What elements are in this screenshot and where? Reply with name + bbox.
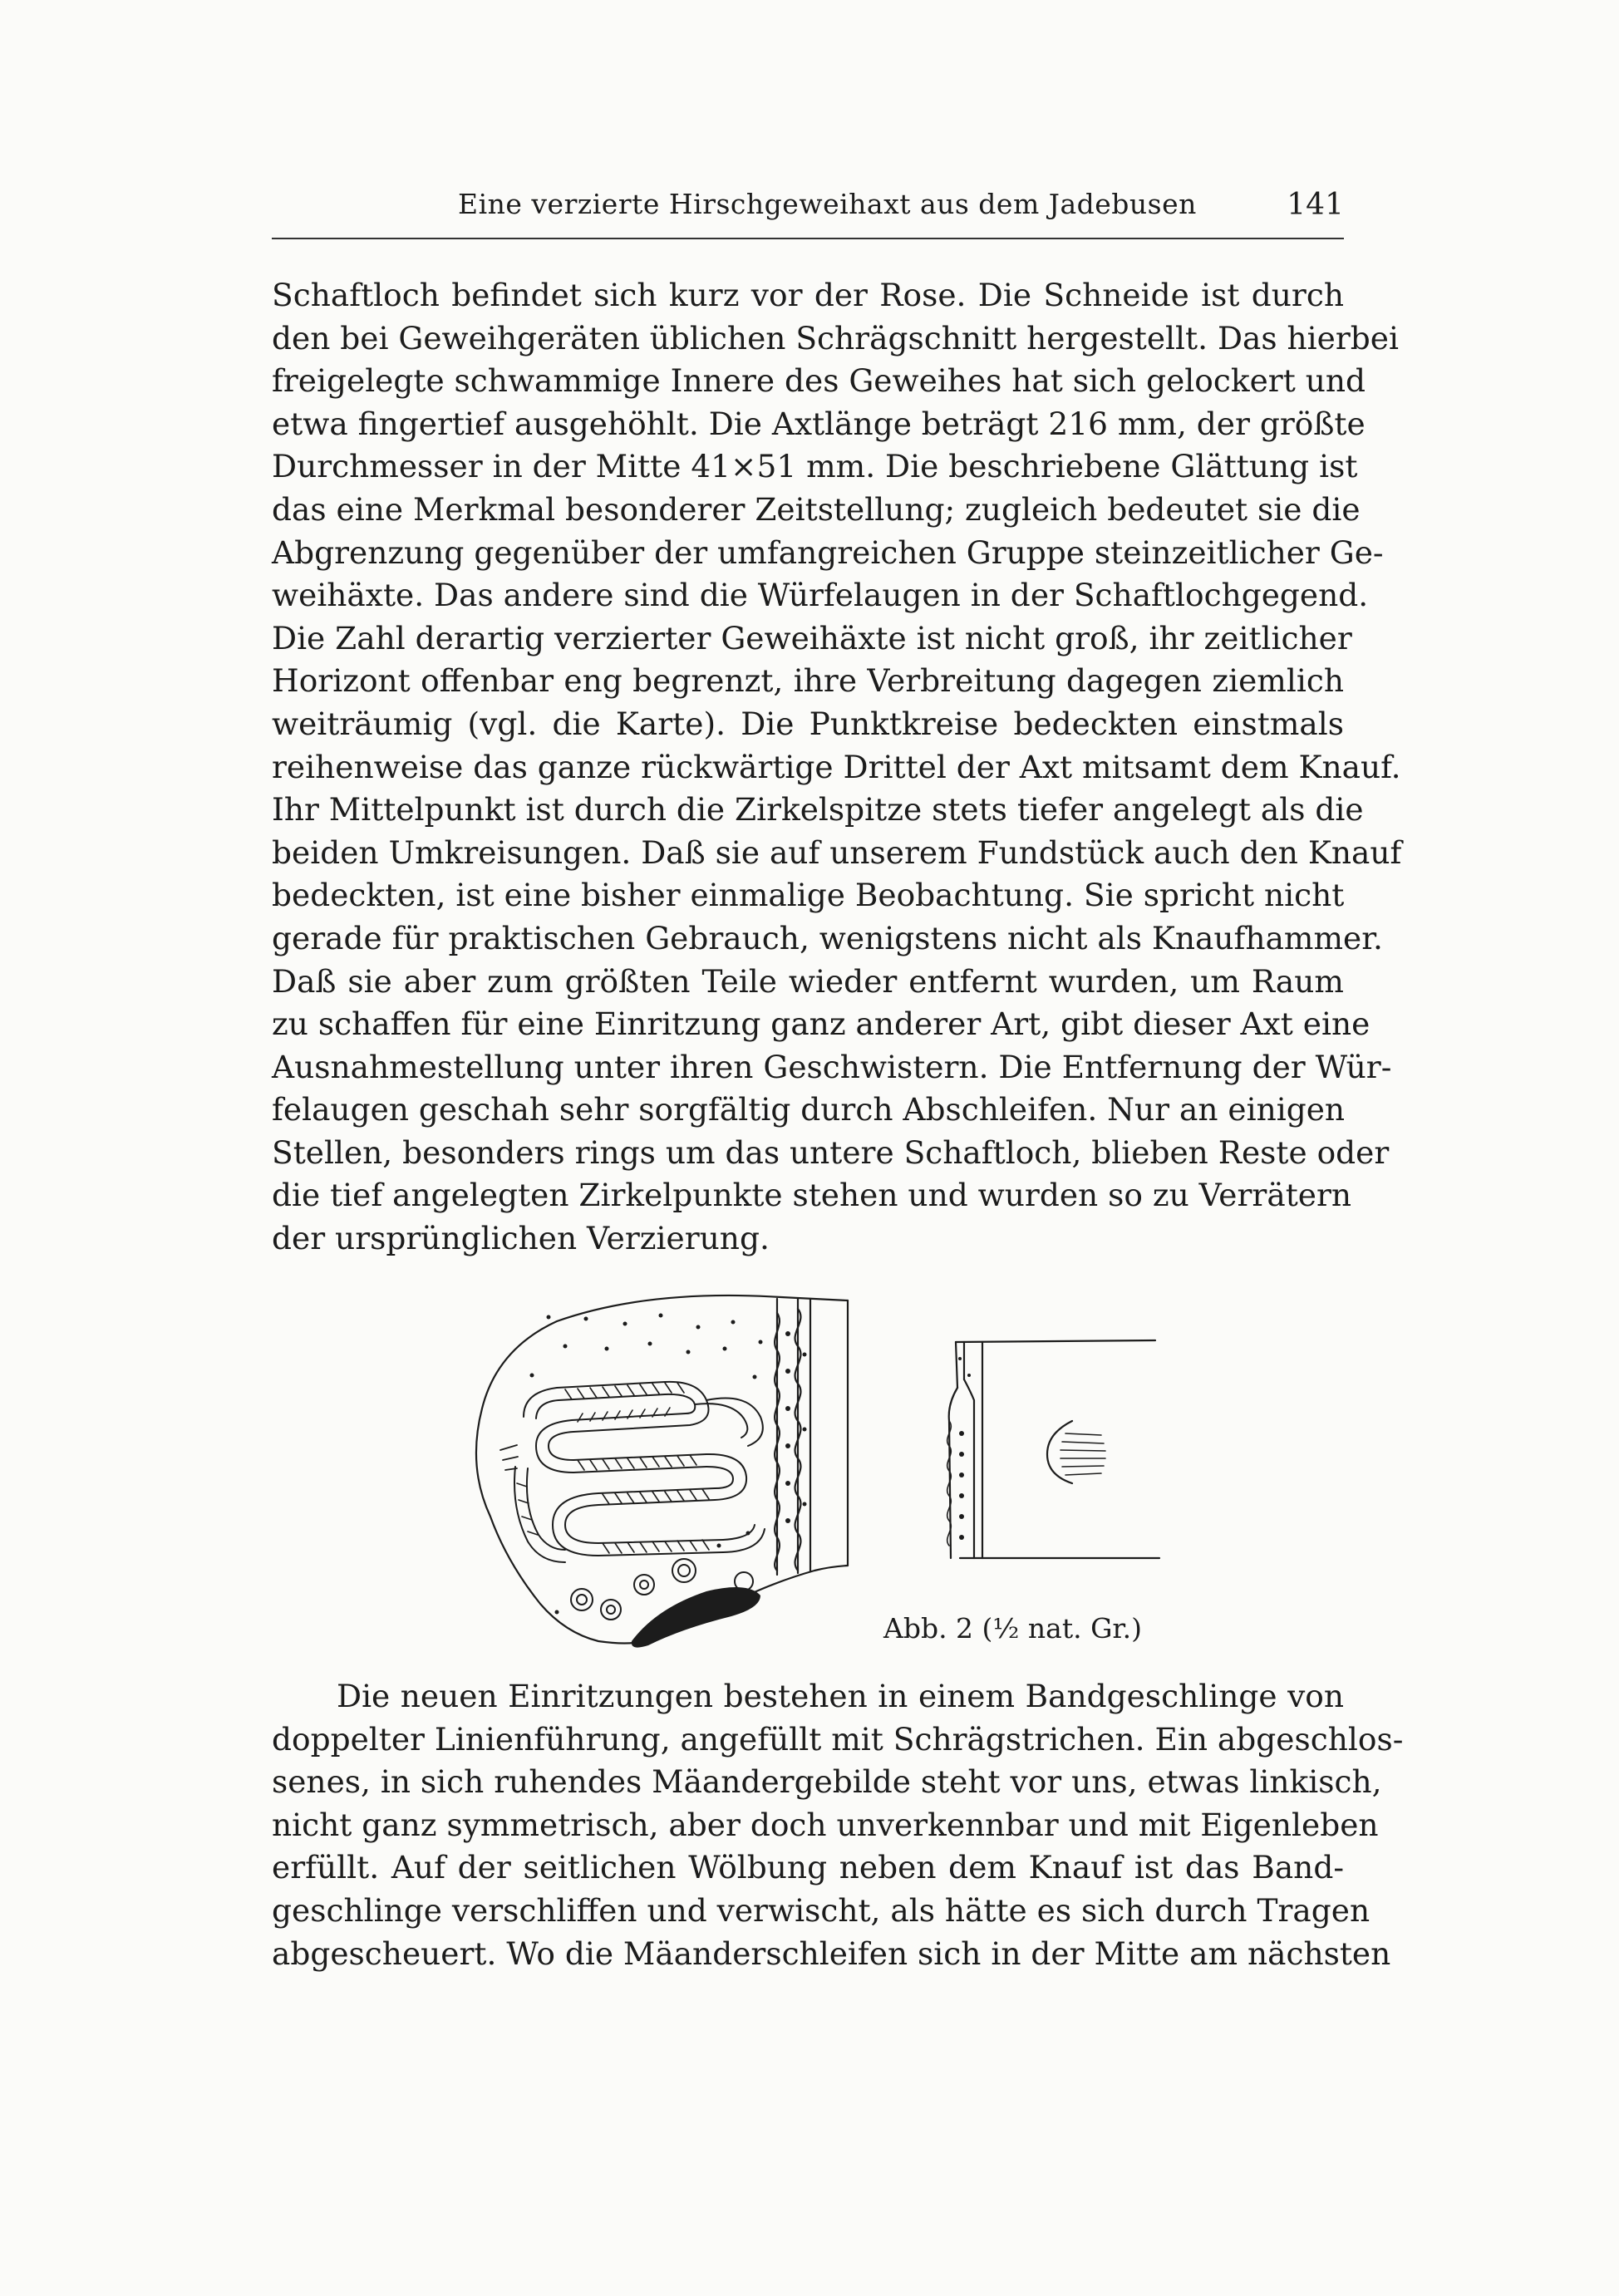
text-line: etwa fingertief ausgehöhlt. Die Axtlänge beträgt 216 mm, der größte xyxy=(272,405,1366,442)
text-line: reihenweise das ganze rückwärtige Drittel der Axt mitsamt dem Knauf. xyxy=(272,748,1401,785)
text-line: bedeckten, ist eine bisher einmalige Beobachtung. Sie spricht nicht xyxy=(272,877,1345,914)
text-line: gerade für praktischen Gebrauch, wenigstens nicht als Knaufhammer. xyxy=(272,919,1383,956)
text-line: doppelter Linienführung, angefüllt mit Schrägstrichen. Ein abgeschlos- xyxy=(272,1720,1404,1758)
axe-side-detail-drawing xyxy=(947,1340,1159,1558)
text-line: weihäxte. Das andere sind die Würfelaugen in der Schaftlochgegend. xyxy=(272,577,1369,614)
text-line: geschlinge verschliffen und verwischt, als hätte es sich durch Tragen xyxy=(272,1891,1370,1929)
text-line: die tief angelegten Zirkelpunkte stehen und wurden so zu Verrätern xyxy=(272,1177,1352,1214)
text-line: Daß sie aber zum größten Teile wieder entfernt wurden, um Raum xyxy=(272,962,1344,1000)
text-line: Durchmesser in der Mitte 41×51 mm. Die beschriebene Glättung ist xyxy=(272,448,1358,485)
text-line: beiden Umkreisungen. Daß sie auf unserem Fundstück auch den Knauf xyxy=(272,833,1402,871)
text-line: abgescheuert. Wo die Mäanderschleifen sich in der Mitte am nächsten xyxy=(272,1935,1391,1972)
header-rule xyxy=(272,238,1344,239)
text-line: Stellen, besonders rings um das untere Schaftloch, blieben Reste oder xyxy=(272,1133,1390,1171)
figure-caption: Abb. 2 (½ nat. Gr.) xyxy=(883,1612,1142,1645)
paragraph-1 xyxy=(272,274,1402,1261)
text-line: nicht ganz symmetrisch, aber doch unverkennbar und mit Eigenleben xyxy=(272,1806,1379,1843)
running-title: Eine verzierte Hirschgeweihaxt aus dem Jadebusen xyxy=(458,188,1197,220)
axe-butt-drawing xyxy=(476,1295,848,1648)
text-line: der ursprünglichen Verzierung. xyxy=(272,1220,770,1257)
paragraph-2 xyxy=(272,1675,1404,1975)
text-line: Ausnahmestellung unter ihren Geschwistern. Die Entfernung der Wür- xyxy=(272,1048,1392,1085)
text-line: felaugen geschah sehr sorgfältig durch Abschleifen. Nur an einigen xyxy=(272,1091,1346,1128)
text-line: Die neuen Einritzungen bestehen in einem Bandgeschlinge von xyxy=(337,1678,1344,1714)
text-line: das eine Merkmal besonderer Zeitstellung; zugleich bedeutet sie die xyxy=(272,490,1361,528)
page-number: 141 xyxy=(1287,188,1344,222)
text-line: Ihr Mittelpunkt ist durch die Zirkelspitze stets tiefer angelegt als die xyxy=(272,791,1364,828)
text-line: freigelegte schwammige Innere des Geweihes hat sich gelockert und xyxy=(272,362,1366,400)
text-line: erfüllt. Auf der seitlichen Wölbung neben dem Knauf ist das Band- xyxy=(272,1849,1344,1886)
text-line: Die Zahl derartig verzierter Geweihäxte ist nicht groß, ihr zeitlicher xyxy=(272,619,1352,656)
text-line: senes, in sich ruhendes Mäandergebilde steht vor uns, etwas linkisch, xyxy=(272,1763,1382,1801)
text-line: Schaftloch befindet sich kurz vor der Rose. Die Schneide ist durch xyxy=(272,277,1344,313)
text-line: den bei Geweihgeräten üblichen Schrägschnitt hergestellt. Das hierbei xyxy=(272,319,1399,356)
text-line: Horizont offenbar eng begrenzt, ihre Verbreitung dagegen ziemlich xyxy=(272,662,1344,700)
text-line: Abgrenzung gegenüber der umfangreichen Gruppe steinzeitlicher Ge- xyxy=(272,533,1384,571)
text-line: zu schaffen für eine Einritzung ganz anderer Art, gibt dieser Axt eine xyxy=(272,1005,1370,1043)
running-header xyxy=(272,188,1344,238)
text-line: weiträumig (vgl. die Karte). Die Punktkreise bedeckten einstmals xyxy=(272,705,1344,742)
